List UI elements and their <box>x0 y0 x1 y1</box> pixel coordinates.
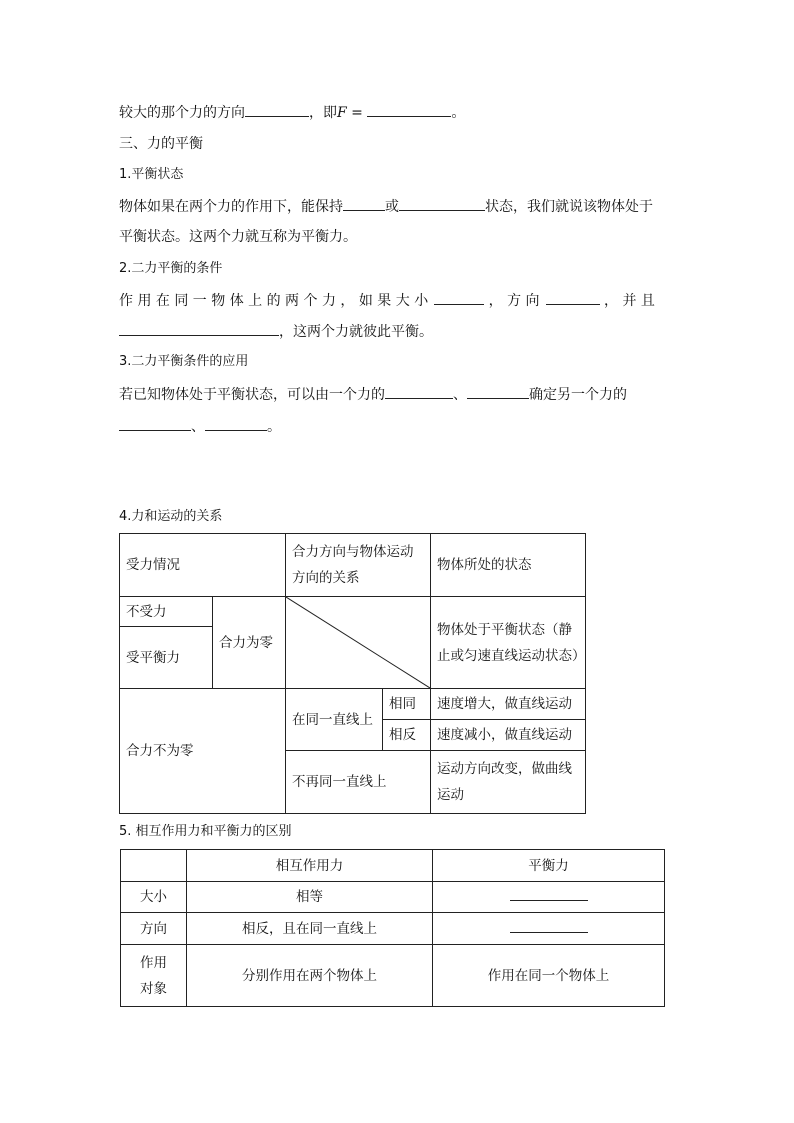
text: ，即 <box>309 105 337 121</box>
section-heading: 三、力的平衡 <box>119 136 203 152</box>
row-label-line: 对象 <box>140 980 167 997</box>
cell: 相等 <box>187 882 433 913</box>
equals-sign: = <box>346 105 368 121</box>
text-line <box>119 196 653 217</box>
cell: 合力不为零 <box>120 689 286 814</box>
answer-blank[interactable] <box>546 290 600 305</box>
row-label: 方向 <box>121 913 187 945</box>
subsection-heading: 3.二力平衡条件的应用 <box>119 354 249 369</box>
row-label-line: 作用 <box>140 954 167 971</box>
text: 作 用 在 同 一 物 体 上 的 两 个 力 ， 如 果 大 小 <box>119 293 429 309</box>
text: 物体如果在两个力的作用下，能保持 <box>119 199 343 215</box>
text-line: 平衡状态。这两个力就互称为平衡力。 <box>119 229 357 245</box>
cell: 物体处于平衡状态（静止或匀速直线运动状态） <box>431 597 586 689</box>
cell: 分别作用在两个物体上 <box>187 945 433 1007</box>
cell: 不再同一直线上 <box>286 751 431 814</box>
force-comparison-table <box>120 849 665 1007</box>
cell: 速度增大，做直线运动 <box>431 689 586 720</box>
header-cell: 相互作用力 <box>187 850 433 882</box>
answer-blank[interactable] <box>467 384 529 399</box>
answer-blank[interactable] <box>119 321 279 336</box>
cell: 相同 <box>383 689 431 720</box>
answer-blank[interactable] <box>385 384 453 399</box>
cell: 相反 <box>383 720 431 751</box>
text: 或 <box>385 199 399 215</box>
cell: 在同一直线上 <box>286 689 383 751</box>
text: 。 <box>267 419 281 435</box>
row-label <box>121 945 187 1007</box>
answer-blank[interactable] <box>367 102 451 117</box>
answer-blank[interactable] <box>510 918 588 933</box>
text: 确定另一个力的 <box>529 387 627 403</box>
text-line <box>119 384 627 405</box>
cell: 相反，且在同一直线上 <box>187 913 433 945</box>
cell: 速度减小，做直线运动 <box>431 720 586 751</box>
answer-blank[interactable] <box>434 290 484 305</box>
text-line <box>119 321 433 342</box>
row-label: 大小 <box>121 882 187 913</box>
force-motion-table <box>119 533 586 814</box>
answer-blank[interactable] <box>119 416 191 431</box>
text: 。 <box>451 105 466 121</box>
cell: 作用在同一个物体上 <box>433 945 665 1007</box>
subsection-heading: 2.二力平衡的条件 <box>119 261 223 276</box>
text: 若已知物体处于平衡状态，可以由一个力的 <box>119 387 385 403</box>
text: 、 <box>453 387 467 403</box>
diagonal-cell <box>286 597 431 689</box>
empty-header-cell <box>121 850 187 882</box>
text: ， 并 且 <box>599 293 655 309</box>
header-cell: 合力方向与物体运动方向的关系 <box>286 534 431 597</box>
text: 较大的那个力的方向 <box>119 105 245 121</box>
subsection-heading: 5. 相互作用力和平衡力的区别 <box>119 824 292 839</box>
cell: 运动方向改变，做曲线运动 <box>431 751 586 814</box>
cell: 受平衡力 <box>120 627 213 689</box>
subsection-heading: 1.平衡状态 <box>119 167 184 182</box>
answer-blank[interactable] <box>510 886 588 901</box>
symbol-F: F <box>337 105 347 121</box>
answer-blank[interactable] <box>343 196 385 211</box>
header-cell: 受力情况 <box>120 534 286 597</box>
header-cell: 平衡力 <box>433 850 665 882</box>
answer-blank[interactable] <box>399 196 485 211</box>
text: ， 方 向 <box>484 293 540 309</box>
subsection-heading: 4.力和运动的关系 <box>119 509 223 524</box>
text-line-resultant-direction <box>119 102 465 123</box>
diagonal-line <box>286 597 430 688</box>
cell <box>433 913 665 945</box>
cell: 合力为零 <box>213 597 286 689</box>
header-cell: 物体所处的状态 <box>431 534 586 597</box>
text: 状态，我们就说该物体处于 <box>485 199 653 215</box>
text: 、 <box>191 419 205 435</box>
text-line <box>119 290 655 311</box>
cell: 不受力 <box>120 597 213 627</box>
text: ，这两个力就彼此平衡。 <box>279 324 433 340</box>
answer-blank[interactable] <box>205 416 267 431</box>
text-line <box>119 416 281 437</box>
cell <box>433 882 665 913</box>
answer-blank[interactable] <box>245 102 309 117</box>
